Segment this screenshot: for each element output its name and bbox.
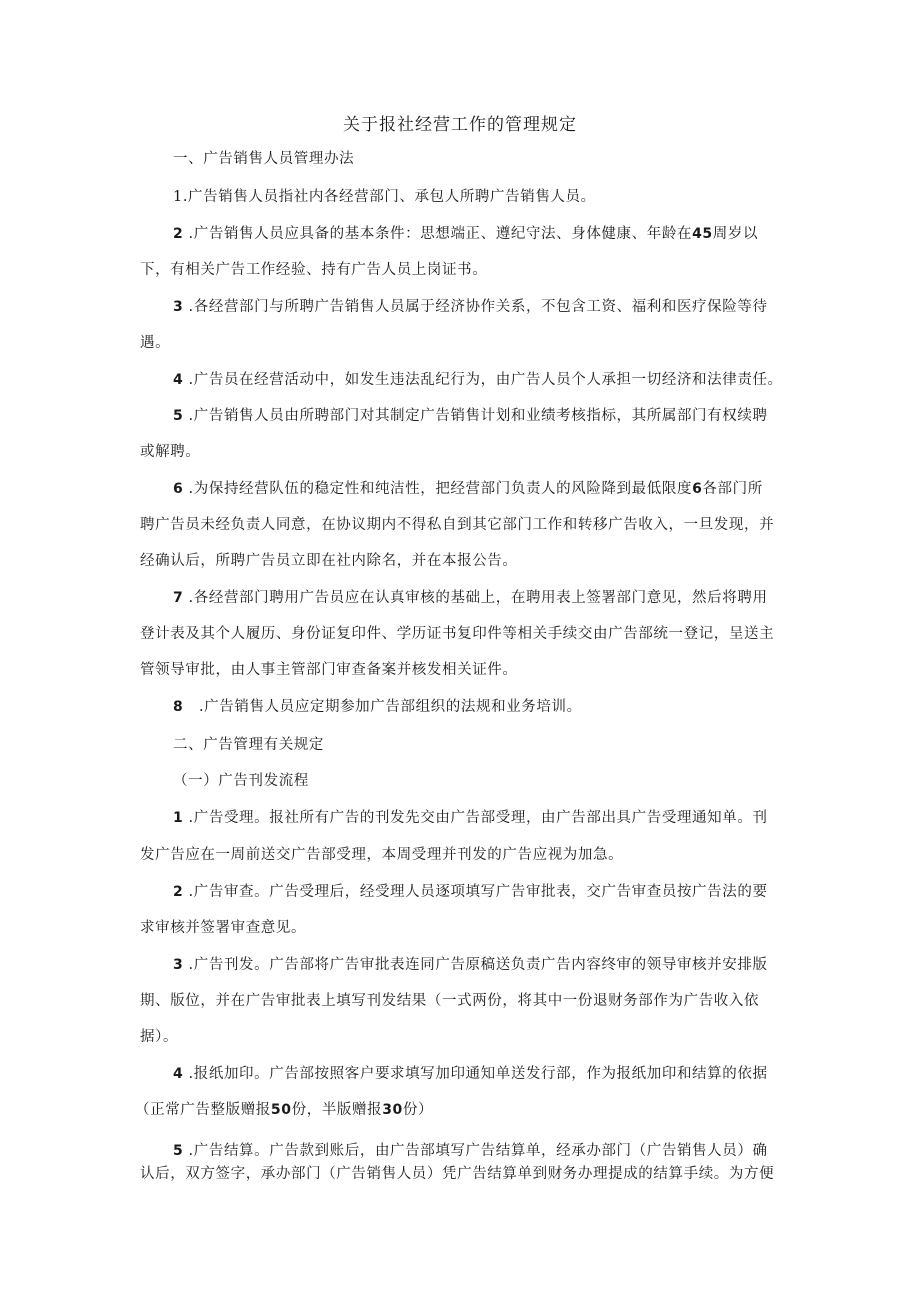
paragraph-1-6-line1	[173, 479, 763, 499]
item-number: 3	[173, 299, 184, 315]
paragraph-2-1-line1	[173, 808, 768, 828]
text-segment: .广告销售人员应定期参加广告部组织的法规和业务培训。	[183, 699, 582, 715]
paragraph-2-3-line2: 期、版位，并在广告审批表上填写刊发结果（一式两份，将其中一份退财务部作为广告收入依	[140, 993, 760, 1009]
paragraph-1-3-line2: 遇。	[140, 335, 171, 351]
paragraph-2-1-line2: 发广告应在一周前送交广告部受理，本周受理并刊发的广告应视为加急。	[140, 847, 624, 863]
section-heading-2: 二、广告管理有关规定	[173, 737, 324, 753]
paragraph-1-2-line2: 下，有相关广告工作经验、持有广告人员上岗证书。	[140, 262, 488, 278]
text-segment: .广告结算。广告款到账后，由广告部填写广告结算单，经承办部门（广告销售人员）确	[183, 1143, 768, 1159]
text-segment: .广告员在经营活动中，如发生违法乱纪行为，由广告人员个人承担一切经济和法律责任。	[183, 372, 783, 388]
paragraph-1-5-line2: 或解聘。	[140, 444, 201, 460]
text-segment: 周岁以	[712, 226, 759, 242]
paragraph-1-6-line2: 聘广告员未经负责人同意，在协议期内不得私自到其它部门工作和转移广告收入，一旦发现，并	[140, 517, 775, 533]
section-heading-1: 一、广告销售人员管理办法	[173, 151, 355, 167]
age-value: 45	[692, 226, 713, 242]
paragraph-1-5-line1	[173, 406, 768, 426]
item-number: 4	[173, 1066, 184, 1082]
paragraph-2-4-line1	[173, 1064, 768, 1084]
paragraph-2-2-line1	[173, 882, 768, 902]
text-segment: .广告销售人员由所聘部门对其制定广告销售计划和业绩考核指标，其所属部门有权续聘	[183, 408, 768, 424]
item-number: 5	[173, 408, 184, 424]
text-segment: .各经营部门聘用广告员应在认真审核的基础上，在聘用表上签署部门意见，然后将聘用	[183, 590, 768, 606]
text-segment: .广告受理。报社所有广告的刊发先交由广告部受理，由广告部出具广告受理通知单。刊	[183, 810, 768, 826]
paragraph-1-2-line1	[173, 224, 758, 244]
paragraph-1-8-line1	[173, 697, 582, 717]
text-segment: .报纸加印。广告部按照客户要求填写加印通知单送发行部，作为报纸加印和结算的依据	[183, 1066, 768, 1082]
paragraph-1-3-line1	[173, 297, 768, 317]
item-number: 7	[173, 590, 184, 606]
paragraph-2-5-line1	[173, 1141, 768, 1161]
item-number: 4	[173, 372, 184, 388]
paragraph-2-2-line2: 求审核并签署审查意见。	[140, 920, 307, 936]
text-segment: .各经营部门与所聘广告销售人员属于经济协作关系，不包含工资、福利和医疗保险等待	[183, 299, 768, 315]
item-number: 1	[173, 810, 184, 826]
paragraph-1-4-line1	[173, 370, 783, 390]
text-segment: 各部门所	[702, 481, 763, 497]
inline-number: 6	[692, 481, 703, 497]
paragraph-2-5-line2: 认后，双方签字，承办部门（广告销售人员）凭广告结算单到财务办理提成的结算手续。为方便	[140, 1166, 775, 1182]
subsection-heading: （一）广告刊发流程	[173, 773, 309, 789]
item-number: 3	[173, 957, 184, 973]
text-segment: .广告销售人员应具备的基本条件：思想端正、遵纪守法、身体健康、年龄在	[183, 226, 693, 242]
item-number: 5	[173, 1143, 184, 1159]
document-title: 关于报社经营工作的管理规定	[343, 115, 577, 135]
text-segment: 份，半版赠报	[291, 1102, 383, 1118]
item-number: 2	[173, 226, 184, 242]
text-segment: .为保持经营队伍的稳定性和纯洁性，把经营部门负责人的风险降到最低限度	[183, 481, 693, 497]
paragraph-1-1: 1.广告销售人员指社内各经营部门、承包人所聘广告销售人员。	[173, 189, 596, 205]
item-number: 2	[173, 884, 184, 900]
full-page-copies: 50	[270, 1102, 292, 1118]
paragraph-1-6-line3: 经确认后，所聘广告员立即在社内除名，并在本报公告。	[140, 553, 518, 569]
text-segment: （正常广告整版赠报	[135, 1102, 271, 1118]
text-segment: .广告审查。广告受理后，经受理人员逐项填写广告审批表，交广告审查员按广告法的要	[183, 884, 768, 900]
half-page-copies: 30	[382, 1102, 403, 1118]
item-number: 6	[173, 481, 184, 497]
paragraph-2-3-line1	[173, 955, 768, 975]
paragraph-1-7-line3: 管领导审批，由人事主管部门审查备案并核发相关证件。	[140, 662, 518, 678]
text-segment: 份）	[402, 1102, 434, 1118]
paragraph-2-3-line3: 据）。	[140, 1029, 179, 1045]
text-segment: .广告刊发。广告部将广告审批表连同广告原稿送负责广告内容终审的领导审核并安排版	[183, 957, 768, 973]
paragraph-1-7-line2: 登计表及其个人履历、身份证复印件、学历证书复印件等相关手续交由广告部统一登记，呈送主	[140, 626, 775, 642]
paragraph-2-4-line2	[135, 1100, 433, 1120]
item-number: 8	[173, 699, 184, 715]
paragraph-1-7-line1	[173, 588, 768, 608]
